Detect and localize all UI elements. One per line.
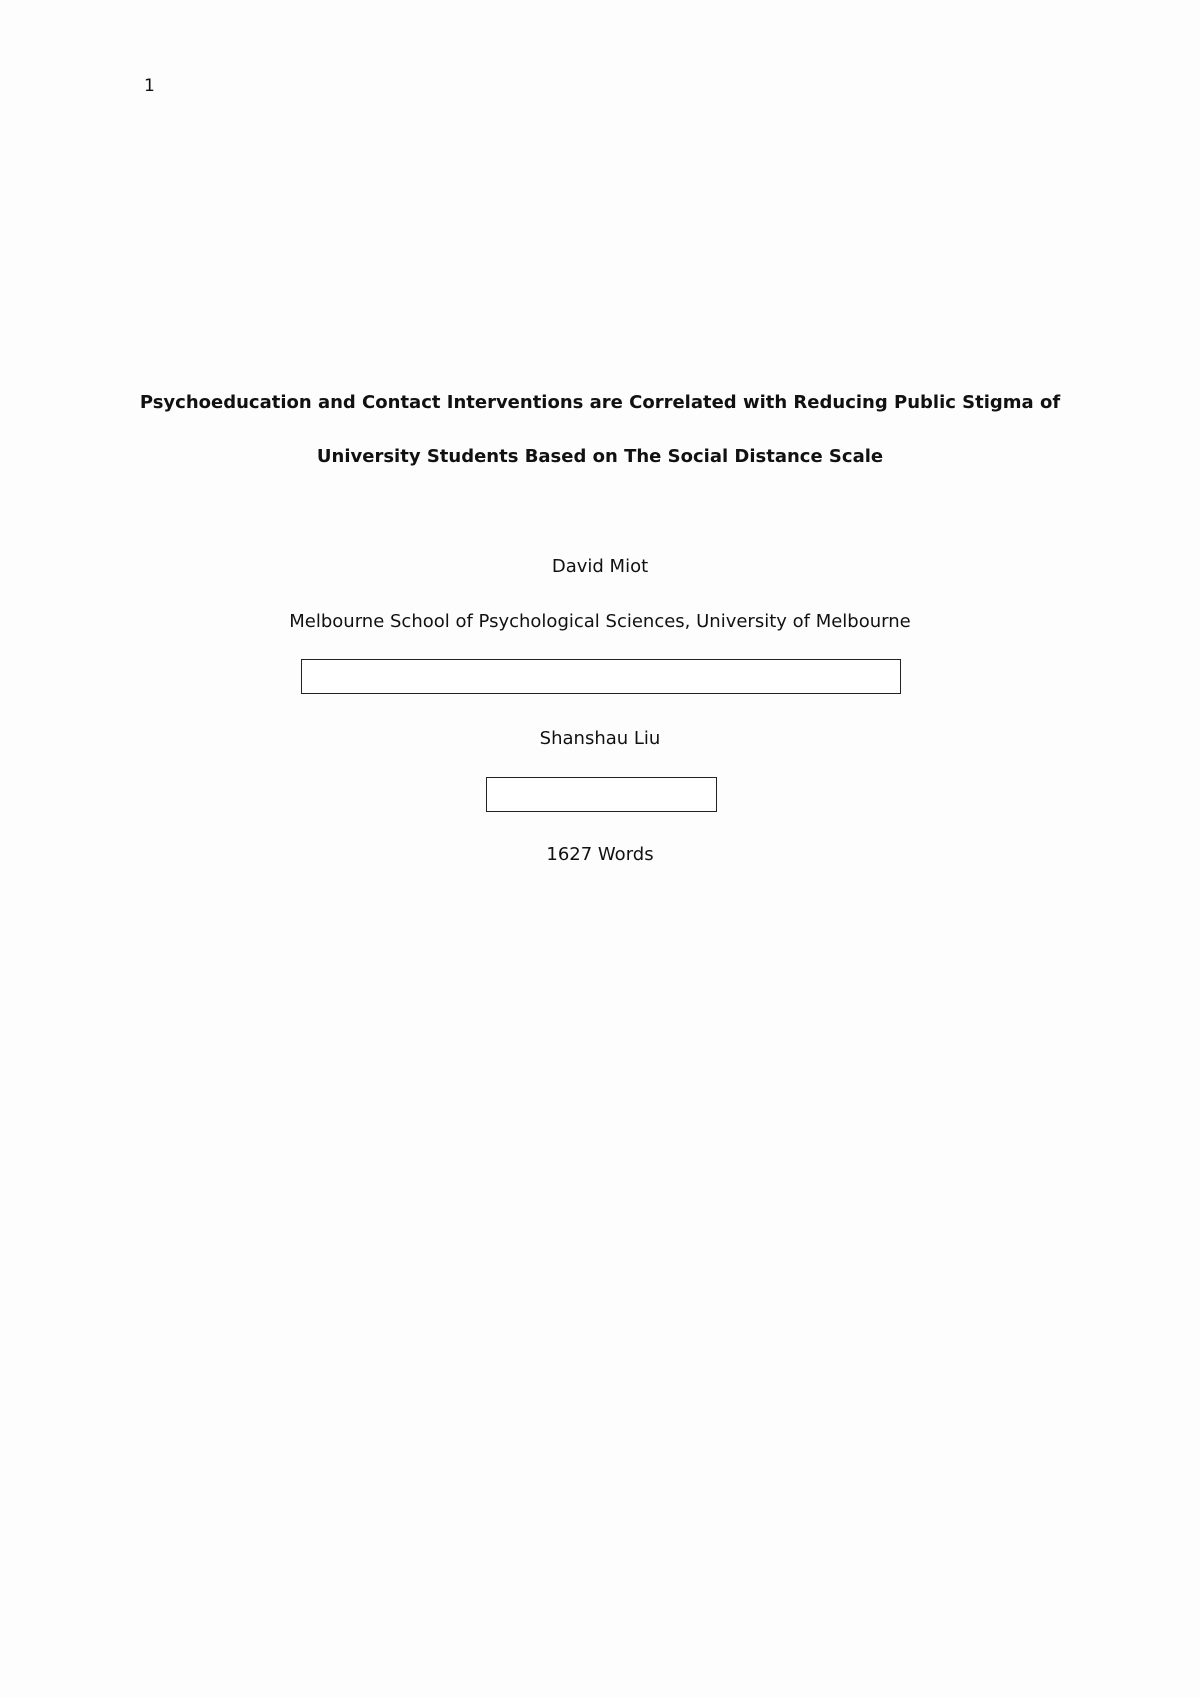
redacted-field-box (301, 659, 901, 694)
author-name: David Miot (551, 556, 649, 577)
redacted-field-box (486, 777, 717, 812)
title-line-1: Psychoeducation and Contact Interventions are Correlated with Reducing Public Stigma of (139, 392, 1061, 413)
supervisor-name: Shanshau Liu (539, 728, 661, 749)
title-line-2: University Students Based on The Social Distance Scale (316, 446, 884, 467)
author-affiliation: Melbourne School of Psychological Sciences, University of Melbourne (289, 611, 911, 632)
page-number: 1 (144, 76, 155, 96)
word-count: 1627 Words (546, 844, 654, 865)
